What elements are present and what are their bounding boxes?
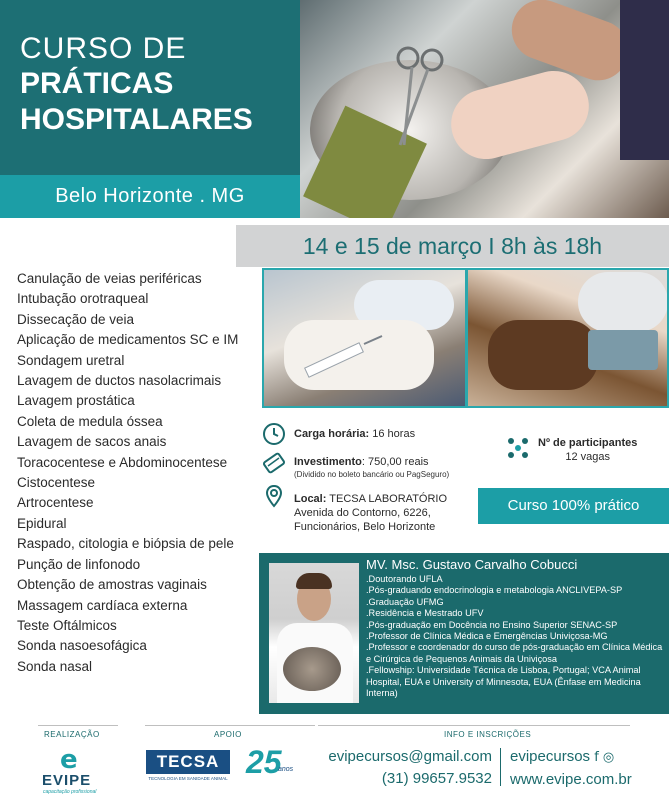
list-item: Canulação de veias periféricas (17, 271, 202, 286)
evipe-logo (38, 745, 118, 795)
list-item: Intubação orotraqueal (17, 291, 149, 307)
tecsa-tagline: TECNOLOGIA EM SANIDADE ANIMAL (148, 776, 228, 781)
list-item: Sonda nasal (17, 658, 93, 674)
workload-row (262, 422, 415, 446)
topics-list (17, 269, 238, 677)
tecsa-logo (146, 750, 230, 784)
title-line-2: PRÁTICAS (20, 67, 174, 100)
credentials-list (366, 574, 664, 699)
divider (145, 725, 315, 726)
list-item: .Professor e coordenador do curso de pós-graduação em Clínica Médica e Cirúrgica de Pequenos Animais da Univiçosa (366, 642, 663, 664)
list-item: .Doutorando UFLA (366, 574, 443, 584)
location-value: TECSA LABORATÓRIO (329, 493, 448, 505)
location-pin-icon (262, 484, 286, 508)
instructor-name: MV. Msc. Gustavo Carvalho Cobucci (366, 557, 578, 572)
card-icon (262, 451, 286, 475)
list-item: .Residência e Mestrado UFV (366, 608, 484, 619)
list-item: Dissecação de veia (17, 311, 135, 327)
participants-block (506, 436, 637, 464)
social-handle[interactable]: evipecursos (510, 748, 591, 765)
investment-note: (Dividido no boleto bancário ou PagSeguro) (294, 470, 450, 479)
practical-badge: Curso 100% prático (478, 488, 669, 524)
list-item: Sonda nasoesofágica (17, 638, 147, 654)
instructor-box (259, 553, 669, 714)
list-item: .Professor de Clínica Médica e Emergências Univiçosa-MG (366, 631, 608, 642)
syringe-icon (294, 330, 384, 390)
anniversary-number: 25 (246, 744, 282, 780)
workload-value: 16 horas (372, 428, 416, 440)
investment-row (262, 451, 449, 480)
date-band: 14 e 15 de março I 8h às 18h (236, 225, 669, 267)
address-line-1: Avenida do Contorno, 6226, (294, 507, 431, 519)
tube (588, 330, 658, 370)
list-item: .Fellowship: Universidade Técnica de Lisboa, Portugal; VCA Animal Hospital, EUA e University of Minnesota, EUA (Ênfase em Medicina Interna) (366, 665, 641, 699)
realization-label: REALIZAÇÃO (44, 730, 100, 739)
dog-mouth (488, 320, 598, 390)
investment-value: : 750,00 reais (361, 456, 429, 468)
participants-value: 12 vagas (565, 451, 611, 463)
anniversary-word: anos (278, 766, 294, 773)
list-item: Artrocentese (17, 495, 94, 511)
cat (283, 647, 341, 691)
list-item: Epidural (17, 515, 67, 531)
hero-photo (300, 0, 669, 218)
divider (38, 725, 118, 726)
tecsa-wordmark: TECSA (146, 750, 230, 774)
participants-label: Nº de participantes (538, 437, 638, 449)
procedure-photo-2 (466, 268, 669, 408)
evipe-e-icon: e (60, 745, 78, 775)
list-item: Coleta de medula óssea (17, 413, 163, 429)
list-item: Teste Oftálmicos (17, 617, 117, 633)
list-item: Sondagem uretral (17, 352, 125, 368)
workload-label: Carga horária: (294, 428, 370, 440)
phone-text: (31) 99657.9532 (381, 770, 492, 787)
clock-icon (262, 422, 286, 446)
list-item: Lavagem de ductos nasolacrimais (17, 373, 222, 389)
evipe-tagline: capacitação profissional (43, 789, 97, 795)
support-label: APOIO (214, 730, 242, 739)
list-item: Cistocentese (17, 475, 96, 491)
list-item: Lavagem de sacos anais (17, 434, 167, 450)
website-link[interactable]: www.evipe.com.br (510, 771, 632, 788)
address-line-2: Funcionários, Belo Horizonte (294, 521, 436, 533)
list-item: .Pós-graduação em Docência no Ensino Superior SENAC-SP (366, 619, 618, 630)
forceps-icon (380, 40, 460, 150)
hair (296, 573, 332, 589)
instructor-photo (269, 563, 359, 703)
anniversary-logo (234, 744, 304, 790)
list-item: Massagem cardíaca externa (17, 597, 188, 613)
divider (500, 748, 501, 786)
title-line-3: HOSPITALARES (20, 103, 253, 136)
list-item: Toracocentese e Abdominocentese (17, 454, 228, 470)
list-item: .Graduação UFMG (366, 596, 444, 607)
list-item: Lavagem prostática (17, 393, 135, 409)
divider (318, 725, 630, 726)
title-line-1: CURSO DE (20, 32, 187, 65)
evipe-wordmark: EVIPE (42, 772, 92, 789)
procedure-photo-1 (262, 268, 467, 408)
contact-right (510, 746, 632, 791)
location-row (262, 484, 447, 534)
city-label: Belo Horizonte . MG (0, 175, 300, 218)
people-icon (506, 436, 530, 460)
list-item: .Pós-graduando endocrinologia e metabologia ANCLIVEPA-SP (366, 585, 623, 596)
location-label: Local: (294, 493, 327, 505)
title-box (0, 0, 300, 175)
email-link[interactable]: evipecursos@gmail.com (328, 748, 492, 765)
contact-left (320, 746, 492, 790)
glove (578, 272, 668, 332)
list-item: Obtenção de amostras vaginais (17, 577, 207, 593)
list-item: Aplicação de medicamentos SC e IM (17, 332, 239, 348)
list-item: Raspado, citologia e biópsia de pele (17, 536, 234, 552)
info-label: INFO E INSCRIÇÕES (444, 730, 532, 739)
list-item: Punção de linfonodo (17, 556, 141, 572)
sleeve (620, 0, 669, 160)
social-icons[interactable]: f ◎ (594, 750, 615, 765)
investment-label: Investimento (294, 456, 362, 468)
